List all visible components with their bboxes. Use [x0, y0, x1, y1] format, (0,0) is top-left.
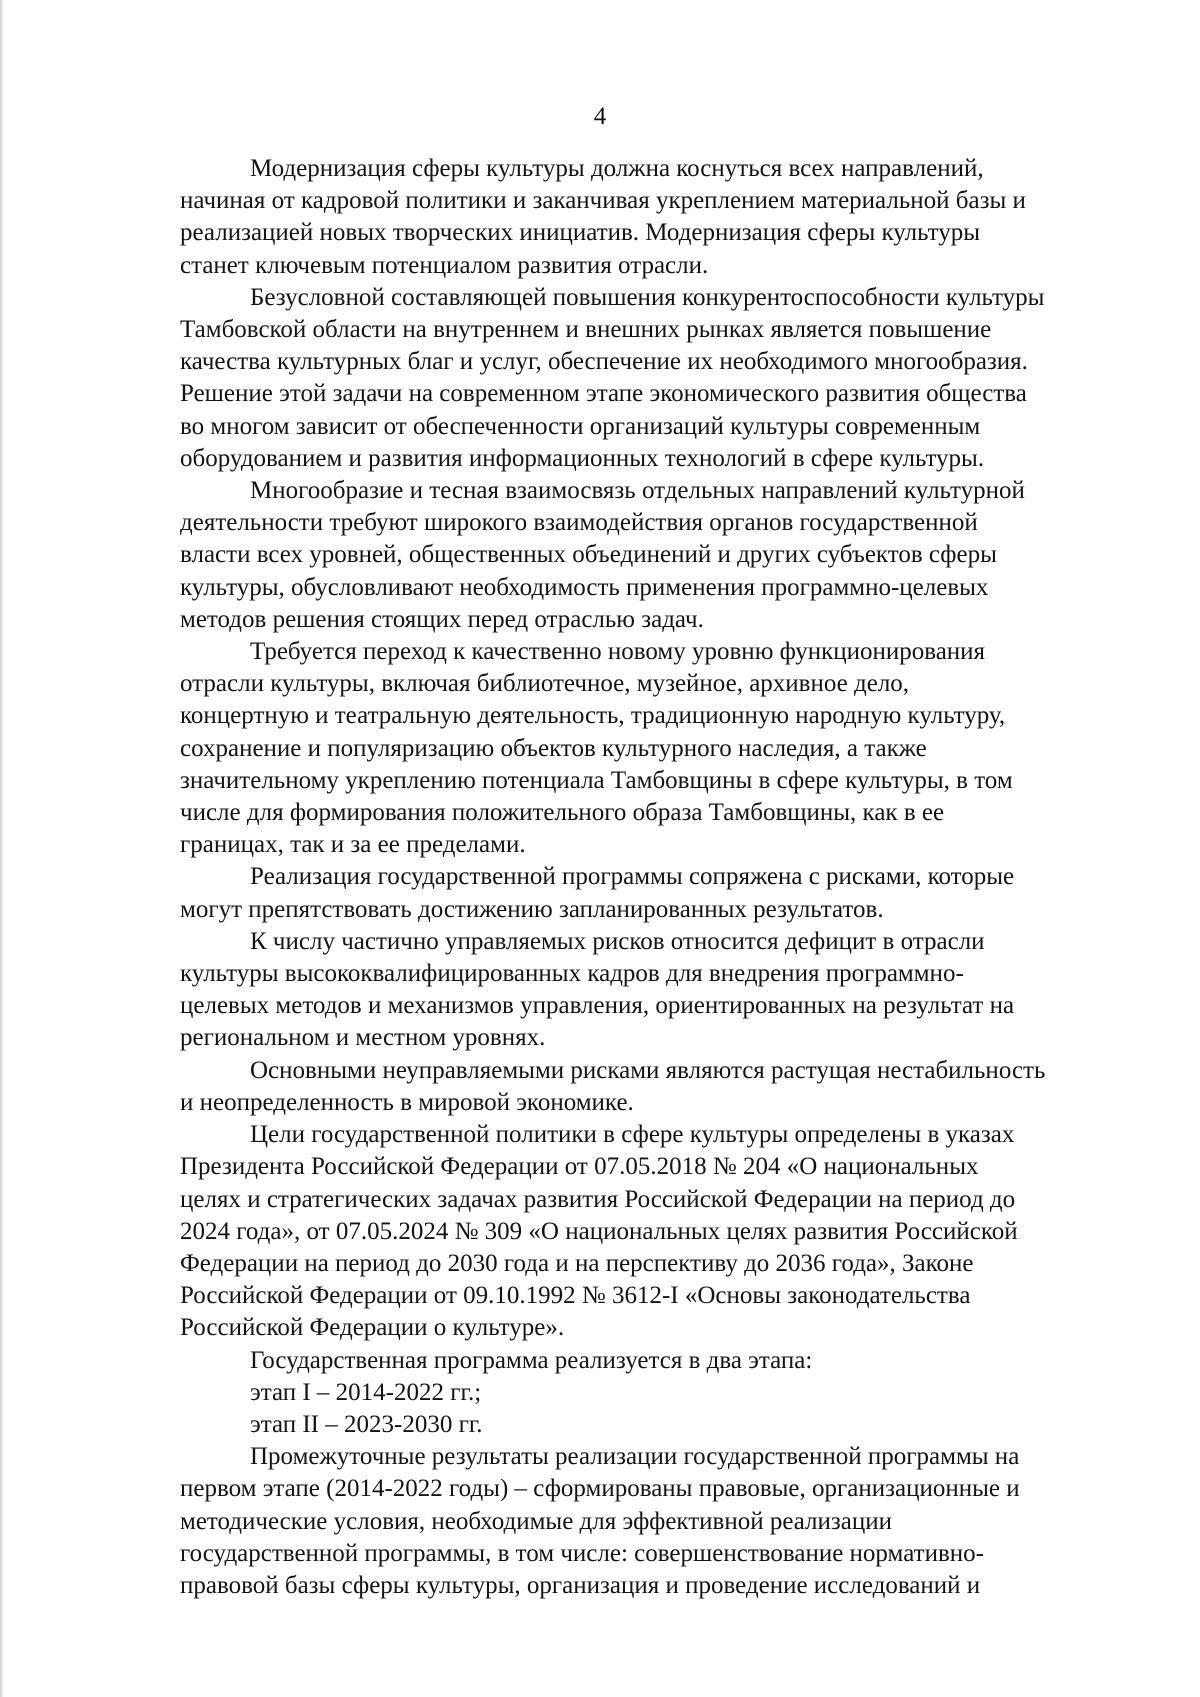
- paragraph-competitiveness: Безусловной составляющей повышения конкурентоспособности культуры Тамбовской области на внутреннем и внешних рынках является повышение качества культурных благ и услуг, обеспечение их необходимого многообразия. Решение этой задачи на современном этапе экономического развития общества во многом зависит от обеспеченности организаций культуры современным оборудованием и развития информационных технологий в сфере культуры.: [180, 283, 1045, 472]
- document-body: [180, 153, 1155, 1602]
- paragraph-unmanaged-risks: Основными неуправляемыми рисками являются растущая нестабильность и неопределенность в мировой экономике.: [180, 1056, 1046, 1116]
- paragraph-stage-2: этап II – 2023-2030 гг.: [250, 1410, 483, 1438]
- paragraph-managed-risks: К числу частично управляемых рисков относится дефицит в отрасли культуры высококвалифицированных кадров для внедрения программно- целевых методов и механизмов управления, ориентированных на результат на региональном и местном уровнях.: [180, 927, 1015, 1052]
- paragraph-policy-goals: Цели государственной политики в сфере культуры определены в указах Президента Российской Федерации от 07.05.2018 № 204 «О национальных целях и стратегических задачах развития Российской Федерации на период до 2024 года», от 07.05.2024 № 309 «О национальных целях развития Российской Федерации на период до 2030 года и на перспективу до 2036 года», Законе Российской Федерации от 09.10.1992 № 3612-I «Основы законодательства Российской Федерации о культуре».: [180, 1121, 1018, 1342]
- paragraph-risks: Реализация государственной программы сопряжена с рисками, которые могут препятствовать достижению запланированных результатов.: [180, 863, 1015, 923]
- paragraph-stages-intro: Государственная программа реализуется в два этапа:: [250, 1346, 813, 1374]
- scan-edge: [0, 0, 4, 1697]
- paragraph-intermediate-results: Промежуточные результаты реализации государственной программы на первом этапе (2014-2022 годы) – сформированы правовые, организационные и методические условия, необходимые для эффективной реализации государственной программы, в том числе: совершенствование нормативно- правовой базы сферы культуры, организация и проведение исследований и: [180, 1443, 1020, 1599]
- page-number: 4: [593, 103, 607, 130]
- paragraph-modernization: Модернизация сферы культуры должна коснуться всех направлений, начиная от кадровой политики и заканчивая укреплением материальной базы и реализацией новых творческих инициатив. Модернизация сферы культуры станет ключевым потенциалом развития отрасли.: [180, 155, 1026, 279]
- paragraph-transition: Требуется переход к качественно новому уровню функционирования отрасли культуры, включая библиотечное, музейное, архивное дело, концертную и театральную деятельность, традиционную народную культуру, сохранение и популяризацию объектов культурного наследия, а также значительному укреплению потенциала Тамбовщины в сфере культуры, в том числе для формирования положительного образа Тамбовщины, как в ее границах, так и за ее пределами.: [180, 638, 1013, 859]
- paragraph-diversity: Многообразие и тесная взаимосвязь отдельных направлений культурной деятельности требуют широкого взаимодействия органов государственной власти всех уровней, общественных объединений и других субъектов сферы культуры, обусловливают необходимость применения программно-целевых методов решения стоящих перед отраслью задач.: [180, 477, 1025, 633]
- paragraph-stage-1: этап I – 2014-2022 гг.;: [250, 1378, 482, 1406]
